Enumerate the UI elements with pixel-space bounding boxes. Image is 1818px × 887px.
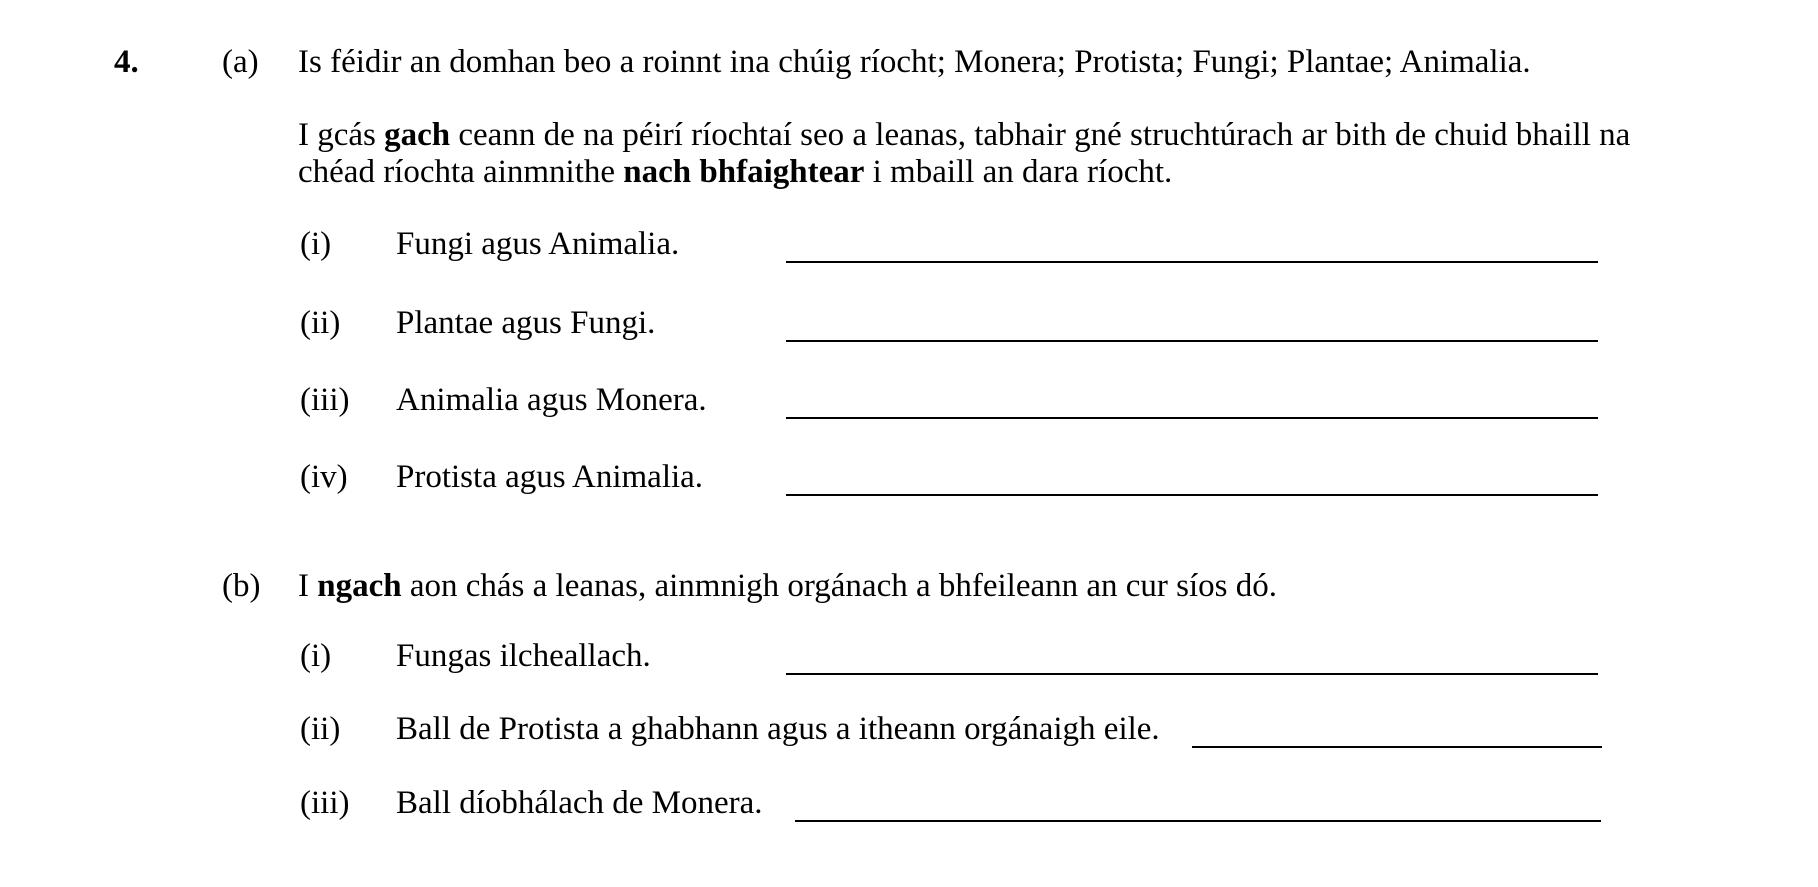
answer-blank-line <box>1192 711 1602 748</box>
question-item-row-a-iv <box>0 459 1818 497</box>
question-header-row <box>0 44 1818 82</box>
instruction-text-run: chéad ríochta ainmnithe <box>298 154 624 190</box>
item-number-label: (iv) <box>300 459 348 495</box>
question-item-row-a-iii <box>0 382 1818 420</box>
question-number: 4. <box>114 44 139 80</box>
instruction-text-run: i mbaill an dara ríocht. <box>864 154 1173 190</box>
item-text: Ball díobhálach de Monera. <box>396 785 763 821</box>
answer-blank-line <box>786 305 1598 342</box>
instruction-bold-run: ngach <box>317 568 402 604</box>
item-number-label: (ii) <box>300 305 341 341</box>
answer-blank-line <box>786 226 1598 263</box>
item-number-label: (ii) <box>300 711 341 747</box>
answer-blank-line <box>786 638 1598 675</box>
question-item-row-a-i <box>0 226 1818 264</box>
part-b-intro <box>298 568 1277 605</box>
question-item-row-a-ii <box>0 305 1818 343</box>
item-number-label: (i) <box>300 638 332 674</box>
part-b-label: (b) <box>222 568 261 604</box>
item-number-label: (iii) <box>300 382 350 418</box>
instruction-bold-run: gach <box>384 117 451 153</box>
answer-blank-line <box>786 382 1598 419</box>
part-a-instruction-line1 <box>298 117 1630 154</box>
instruction-bold-run: nach bhfaightear <box>623 154 865 190</box>
item-text: Protista agus Animalia. <box>396 459 704 495</box>
part-a-opening-text: Is féidir an domhan beo a roinnt ina chúig ríocht; Monera; Protista; Fungi; Plantae; Animalia. <box>298 44 1531 80</box>
instruction-text-run: I <box>298 568 318 604</box>
item-text: Fungas ilcheallach. <box>396 638 651 674</box>
instruction-text-run: ceann de na péirí ríochtaí seo a leanas, tabhair gné struchtúrach ar bith de chuid bhaill na <box>450 117 1631 153</box>
instruction-text-run: aon chás a leanas, ainmnigh orgánach a bhfeileann an cur síos dó. <box>401 568 1278 604</box>
answer-blank-line <box>795 785 1601 822</box>
question-item-row-b-iii <box>0 785 1818 823</box>
instruction-text-run: I gcás <box>298 117 385 153</box>
question-item-row-b-i <box>0 638 1818 676</box>
item-text: Plantae agus Fungi. <box>396 305 656 341</box>
item-text: Fungi agus Animalia. <box>396 226 680 262</box>
item-number-label: (iii) <box>300 785 350 821</box>
item-text: Ball de Protista a ghabhann agus a itheann orgánaigh eile. <box>396 711 1160 747</box>
item-number-label: (i) <box>300 226 332 262</box>
answer-blank-line <box>786 459 1598 496</box>
part-a-label: (a) <box>222 44 259 80</box>
part-b-header-row <box>0 568 1818 606</box>
item-text: Animalia agus Monera. <box>396 382 707 418</box>
question-item-row-b-ii <box>0 711 1818 749</box>
part-a-instruction-line2 <box>298 154 1172 191</box>
